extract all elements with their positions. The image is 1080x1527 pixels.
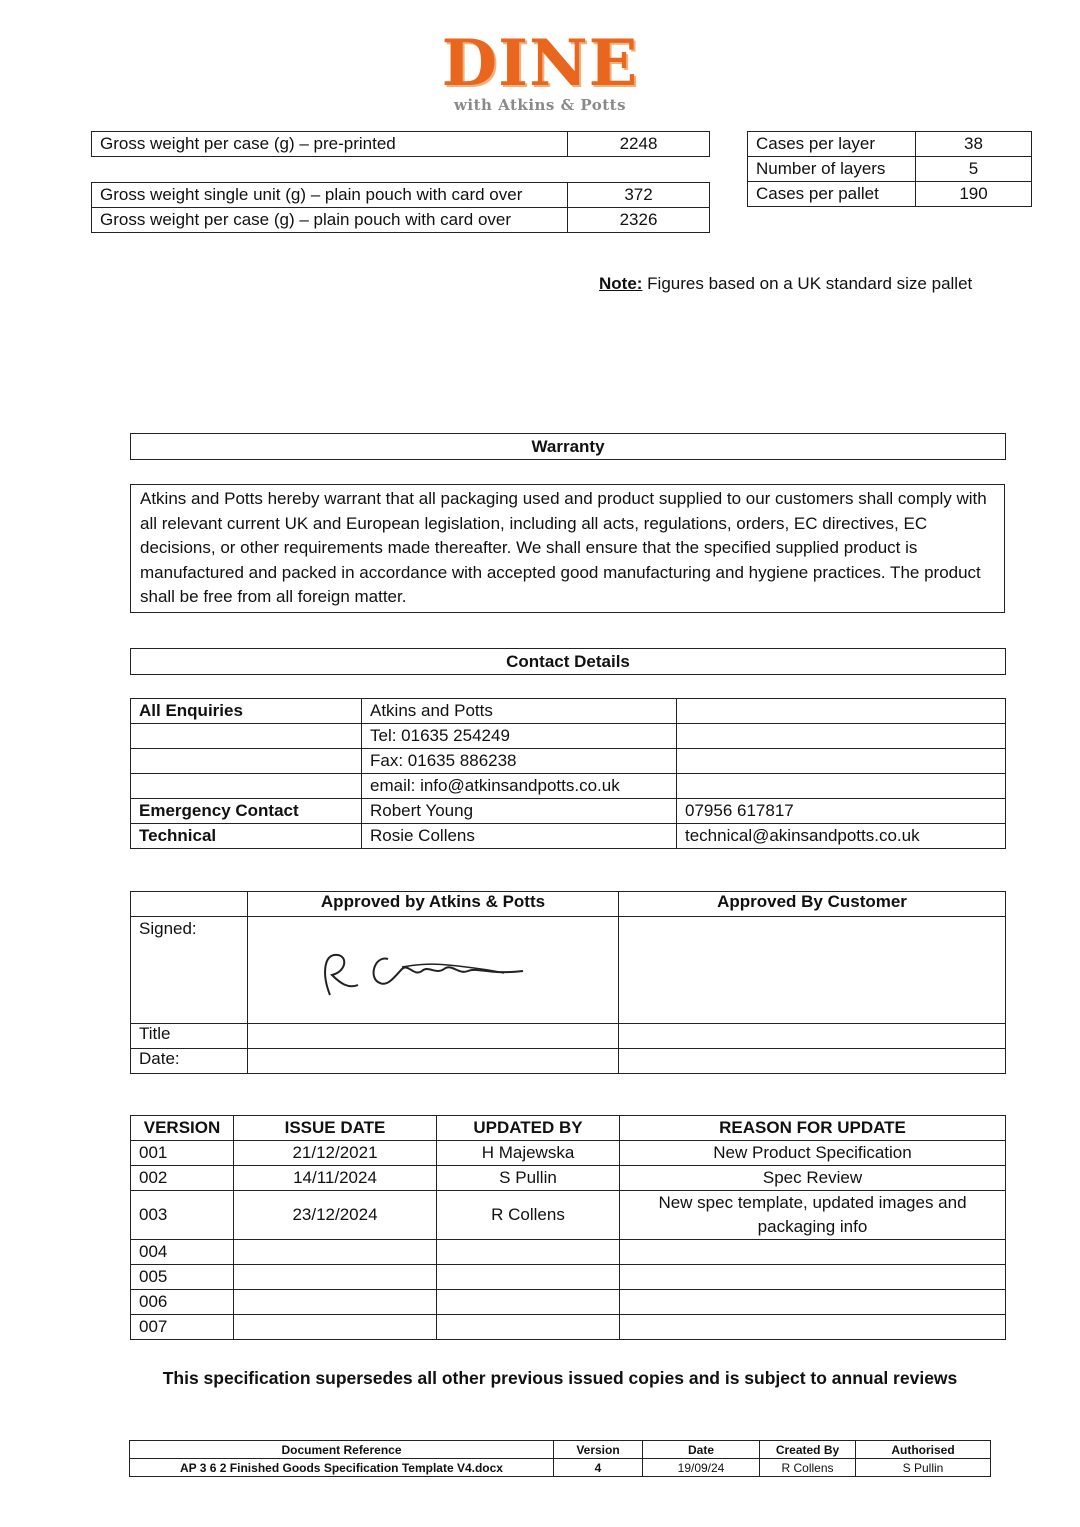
customer-title-cell[interactable] xyxy=(619,1024,1006,1049)
table-row xyxy=(131,1290,1006,1315)
issue-date-cell xyxy=(234,1265,437,1290)
doc-ref-header: Document Reference xyxy=(130,1441,554,1459)
brand-logo xyxy=(0,26,1080,114)
customer-signature-cell[interactable] xyxy=(619,917,1006,1024)
table-row xyxy=(131,1240,1006,1265)
table-row xyxy=(92,132,710,157)
approved-by-atkins-header: Approved by Atkins & Potts xyxy=(248,892,619,917)
gross-value: 372 xyxy=(568,183,710,208)
created-by-value: R Collens xyxy=(760,1459,856,1477)
table-row xyxy=(131,724,1006,749)
reason-cell: Spec Review xyxy=(620,1166,1006,1191)
contact-role: All Enquiries xyxy=(131,699,362,724)
table-row xyxy=(748,132,1032,157)
document-reference-table xyxy=(129,1440,991,1477)
table-row xyxy=(748,157,1032,182)
table-row xyxy=(131,1166,1006,1191)
contact-name: email: info@atkinsandpotts.co.uk xyxy=(362,774,677,799)
contact-name: Atkins and Potts xyxy=(362,699,677,724)
atkins-date-cell xyxy=(248,1049,619,1074)
contact-table xyxy=(130,698,1006,849)
table-row xyxy=(131,699,1006,724)
contact-name: Rosie Collens xyxy=(362,824,677,849)
signed-label: Signed: xyxy=(131,917,248,1024)
contact-role: Emergency Contact xyxy=(131,799,362,824)
pallet-value: 190 xyxy=(916,182,1032,207)
updated-by-cell: S Pullin xyxy=(437,1166,620,1191)
warranty-text: Atkins and Potts hereby warrant that all packaging used and product supplied to our customers shall comply with all relevant current UK and European legislation, including all acts, regulations, orders, EC directives, EC decisions, or other requirements made thereafter. We shall ensure that the specified supplied product is manufactured and packed in accordance with accepted good manufacturing and hygiene practices. The product shall be free from all foreign matter. xyxy=(130,484,1005,613)
contact-role xyxy=(131,724,362,749)
logo-wordmark: DINE xyxy=(441,26,639,101)
table-row xyxy=(92,208,710,233)
version-cell: 001 xyxy=(131,1141,234,1166)
authorised-header: Authorised xyxy=(856,1441,991,1459)
table-row xyxy=(92,183,710,208)
title-label: Title xyxy=(131,1024,248,1049)
customer-date-cell[interactable] xyxy=(619,1049,1006,1074)
version-cell: 005 xyxy=(131,1265,234,1290)
table-row xyxy=(130,1459,991,1477)
pallet-label: Number of layers xyxy=(748,157,916,182)
gross-label: Gross weight per case (g) – plain pouch with card over xyxy=(92,208,568,233)
updated-by-cell xyxy=(437,1265,620,1290)
gross-weight-case-table xyxy=(91,131,710,157)
table-row xyxy=(131,1049,1006,1074)
table-row xyxy=(131,1191,1006,1240)
created-by-header: Created By xyxy=(760,1441,856,1459)
gross-value: 2326 xyxy=(568,208,710,233)
issue-date-cell xyxy=(234,1315,437,1340)
contact-detail xyxy=(677,724,1006,749)
supersede-statement: This specification supersedes all other previous issued copies and is subject to annual reviews xyxy=(162,1368,958,1388)
pallet-table xyxy=(747,131,1032,207)
version-cell: 003 xyxy=(131,1191,234,1240)
reason-cell xyxy=(620,1240,1006,1265)
issue-date-cell xyxy=(234,1240,437,1265)
contact-name: Fax: 01635 886238 xyxy=(362,749,677,774)
note-text: Figures based on a UK standard size pallet xyxy=(642,274,973,293)
table-row xyxy=(131,1315,1006,1340)
table-row xyxy=(131,892,1006,917)
version-cell: 007 xyxy=(131,1315,234,1340)
contact-name: Tel: 01635 254249 xyxy=(362,724,677,749)
table-row xyxy=(131,1024,1006,1049)
table-row xyxy=(748,182,1032,207)
date-value: 19/09/24 xyxy=(643,1459,760,1477)
doc-ref-value: AP 3 6 2 Finished Goods Specification Template V4.docx xyxy=(130,1459,554,1477)
version-header: VERSION xyxy=(131,1116,234,1141)
date-header: Date xyxy=(643,1441,760,1459)
contact-detail: 07956 617817 xyxy=(677,799,1006,824)
pallet-value: 5 xyxy=(916,157,1032,182)
logo-tagline: with Atkins & Potts xyxy=(453,96,627,114)
handwritten-signature xyxy=(318,945,528,1001)
version-history-table xyxy=(130,1115,1006,1340)
contact-role xyxy=(131,749,362,774)
table-row xyxy=(131,1265,1006,1290)
note-label: Note: xyxy=(599,274,643,293)
table-row xyxy=(131,1141,1006,1166)
gross-label: Gross weight single unit (g) – plain pouch with card over xyxy=(92,183,568,208)
updated-by-cell xyxy=(437,1240,620,1265)
table-row xyxy=(131,774,1006,799)
gross-value: 2248 xyxy=(568,132,710,157)
contact-detail xyxy=(677,699,1006,724)
table-row xyxy=(131,1116,1006,1141)
updated-by-cell: R Collens xyxy=(437,1191,620,1240)
atkins-title-cell xyxy=(248,1024,619,1049)
contact-detail: technical@akinsandpotts.co.uk xyxy=(677,824,1006,849)
table-row xyxy=(131,799,1006,824)
version-cell: 006 xyxy=(131,1290,234,1315)
issue-date-cell: 14/11/2024 xyxy=(234,1166,437,1191)
updated-by-cell xyxy=(437,1315,620,1340)
date-label: Date: xyxy=(131,1049,248,1074)
version-header: Version xyxy=(554,1441,643,1459)
contact-heading: Contact Details xyxy=(130,648,1006,675)
reason-cell xyxy=(620,1315,1006,1340)
warranty-heading: Warranty xyxy=(130,433,1006,460)
approved-by-customer-header: Approved By Customer xyxy=(619,892,1006,917)
updated-by-cell xyxy=(437,1290,620,1315)
version-cell: 002 xyxy=(131,1166,234,1191)
pallet-value: 38 xyxy=(916,132,1032,157)
table-row xyxy=(131,824,1006,849)
updated-by-cell: H Majewska xyxy=(437,1141,620,1166)
issue-date-header: ISSUE DATE xyxy=(234,1116,437,1141)
table-row xyxy=(131,749,1006,774)
reason-cell xyxy=(620,1265,1006,1290)
table-row xyxy=(130,1441,991,1459)
reason-header: REASON FOR UPDATE xyxy=(620,1116,1006,1141)
pallet-label: Cases per layer xyxy=(748,132,916,157)
table-row xyxy=(131,917,1006,1024)
reason-cell: New spec template, updated images and packaging info xyxy=(620,1191,1006,1240)
contact-detail xyxy=(677,774,1006,799)
issue-date-cell: 21/12/2021 xyxy=(234,1141,437,1166)
authorised-value: S Pullin xyxy=(856,1459,991,1477)
contact-detail xyxy=(677,749,1006,774)
pallet-note xyxy=(599,274,972,294)
issue-date-cell xyxy=(234,1290,437,1315)
contact-name: Robert Young xyxy=(362,799,677,824)
gross-label: Gross weight per case (g) – pre-printed xyxy=(92,132,568,157)
approval-table xyxy=(130,891,1006,1074)
version-cell: 004 xyxy=(131,1240,234,1265)
version-value: 4 xyxy=(554,1459,643,1477)
contact-role xyxy=(131,774,362,799)
reason-cell: New Product Specification xyxy=(620,1141,1006,1166)
pallet-label: Cases per pallet xyxy=(748,182,916,207)
issue-date-cell: 23/12/2024 xyxy=(234,1191,437,1240)
contact-role: Technical xyxy=(131,824,362,849)
approval-corner xyxy=(131,892,248,917)
updated-by-header: UPDATED BY xyxy=(437,1116,620,1141)
reason-cell xyxy=(620,1290,1006,1315)
gross-weight-pouch-table xyxy=(91,182,710,233)
